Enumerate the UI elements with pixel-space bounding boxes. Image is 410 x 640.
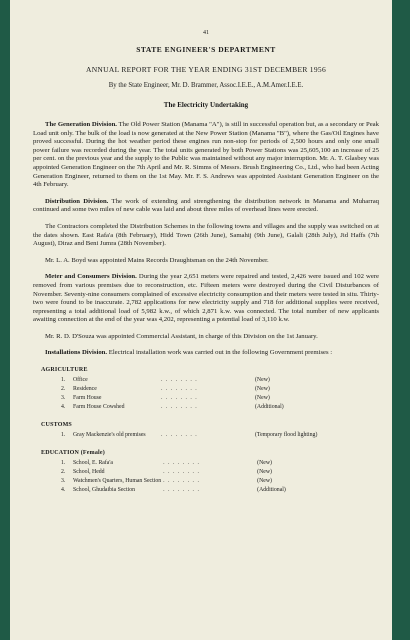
paragraph-text: Electrical installation work was carried out in the following Government premises : [108, 349, 333, 357]
installations-paragraph [33, 349, 379, 358]
leader-dots: . . . . . . . . [163, 487, 200, 494]
item-status: (New) [257, 478, 272, 485]
paragraph-text: Mr. L. A. Boyd was appointed Mains Records Draughtsman on the 24th November. [45, 256, 269, 264]
page-content [33, 30, 379, 496]
item-number: 1. [61, 377, 66, 384]
department-heading: STATE ENGINEER'S DEPARTMENT [136, 45, 276, 54]
paragraph-text: The Contractors completed the Distribution Schemes in the following towns and villages and the supply was switched on at the dates shown. East Rafa'a (8th February), Hidd Town (26th June), Samahij (9th June), Galali (28th July), Jid Haffs (7th August), Diraz and Beni Jumra (28th November). [33, 222, 379, 248]
leader-dots: . . . . . . . . [161, 404, 198, 411]
list-item [61, 404, 286, 413]
list-item [61, 478, 288, 487]
item-number: 2. [61, 386, 66, 393]
item-name: Farm House [73, 395, 102, 402]
item-name: Residence [73, 386, 97, 393]
leader-dots: . . . . . . . . [161, 395, 198, 402]
item-name: School, Ghudaibia Section [73, 487, 135, 494]
section-heading: Meter and Consumers Division. [45, 273, 137, 281]
distribution-paragraph [33, 198, 379, 215]
item-status: (New) [257, 469, 272, 476]
group-heading: EDUCATION (Female) [41, 450, 105, 457]
item-number: 3. [61, 478, 66, 485]
item-name: Watchmen's Quarters, Human Section [73, 478, 162, 485]
item-number: 1. [61, 460, 66, 467]
leader-dots: . . . . . . . . [161, 432, 198, 439]
byline: By the State Engineer, Mr. D. Brammer, Assoc.I.E.E., A.M.Amer.I.E.E. [108, 82, 304, 89]
section-heading: The Generation Division. [45, 121, 117, 128]
item-name: Gray Mackenzie's old premises [73, 432, 146, 439]
list-item [61, 386, 286, 395]
page-number: 41 [203, 30, 209, 36]
leader-dots: . . . . . . . . [161, 386, 198, 393]
item-status: (New) [255, 395, 270, 402]
contractors-paragraph [33, 223, 379, 249]
group-heading: CUSTOMS [41, 422, 72, 429]
works-list-customs [61, 432, 319, 441]
section-subtitle: The Electricity Undertaking [163, 101, 249, 109]
item-status: (Additional) [257, 487, 286, 494]
list-item [61, 395, 286, 404]
paragraph-text: The Old Power Station (Manama "A"), is still in successful operation but, as a secondary or Peak Load unit only. The bulk of the load is now generated at the New Power Station (Manama "B"), where the Gas/Oil Engines have proved successful. During the hot weather period these engines run non-stop for periods of 2,500 hours and only one small power failure was recorded during the year. The total units generated by both Power Stations was 25,605,100 an increase of 25 per cent. on the previous year and the supply to the Public was maintained without any major interruption. Mr. A. T. Glasbey was appointed Generation Engineer on the 7th April and Mr. R. Simms of Messrs. Brush Engineering Co., Ltd., who had been Acting Generation Engineer, returned to them on the 1st May. Mr. F. S. Andrews was appointed Assistant Generation Engineer on the 4th February. [33, 121, 379, 189]
item-name: Farm House Cowshed [73, 404, 125, 411]
works-list-agriculture [61, 377, 286, 413]
item-name: School, Hedd [73, 469, 105, 476]
section-heading: Distribution Division. [45, 197, 109, 205]
item-number: 3. [61, 395, 66, 402]
paragraph-text: The work of extending and strengthening the distribution network in Manama and Muharraq continued and some two miles of new cable was laid and about three miles of overhead lines were erected. [33, 197, 380, 214]
works-list-education [61, 460, 288, 496]
list-item [61, 487, 288, 496]
commercial-paragraph [33, 333, 379, 342]
leader-dots: . . . . . . . . [163, 460, 200, 467]
section-heading: Installations Division. [45, 349, 108, 357]
item-status: (Additional) [255, 404, 284, 411]
paragraph-text: Mr. R. D. D'Souza was appointed Commercial Assistant, in charge of this Division on the 1st January. [45, 332, 318, 340]
item-number: 2. [61, 469, 66, 476]
list-item [61, 377, 286, 386]
document-page [10, 0, 392, 640]
item-number: 4. [61, 404, 66, 411]
draughtsman-paragraph [33, 257, 379, 266]
paragraph-text: During the year 2,651 meters were repaired and tested, 2,426 were issued and 102 were removed from various premises due to reconstruction, etc. Fifteen meters were destroyed during the Civil Disturbances of November. Seventy-nine consumers complained of excessive electricity consumption and their meters were tested in situ. Thirty-two were found to be inaccurate. 2,782 applications for new electricity supply and 718 for additional supplies were received, representing a total additional load of 5,982 k.w., of which 2,871 k.w. was connected. The total number of new applicants awaiting connection at the end of the year was 4,202, representing a potential load of 3,110 k.w. [33, 273, 380, 324]
item-status: (New) [255, 377, 270, 384]
item-status: (New) [257, 460, 272, 467]
leader-dots: . . . . . . . . [161, 377, 198, 384]
list-item [61, 469, 288, 478]
item-status: (New) [255, 386, 270, 393]
meter-paragraph [33, 273, 379, 325]
list-item [61, 432, 319, 441]
generation-paragraph [33, 121, 379, 190]
item-name: Office [73, 377, 88, 384]
item-number: 1. [61, 432, 66, 439]
group-heading: AGRICULTURE [41, 367, 88, 374]
leader-dots: . . . . . . . . [163, 478, 200, 485]
leader-dots: . . . . . . . . [163, 469, 200, 476]
list-item [61, 460, 288, 469]
report-title: ANNUAL REPORT FOR THE YEAR ENDING 31ST DECEMBER 1956 [85, 65, 327, 74]
item-number: 4. [61, 487, 66, 494]
item-status: (Temporary flood lighting) [255, 432, 318, 439]
item-name: School, E. Rafa'a [73, 460, 114, 467]
